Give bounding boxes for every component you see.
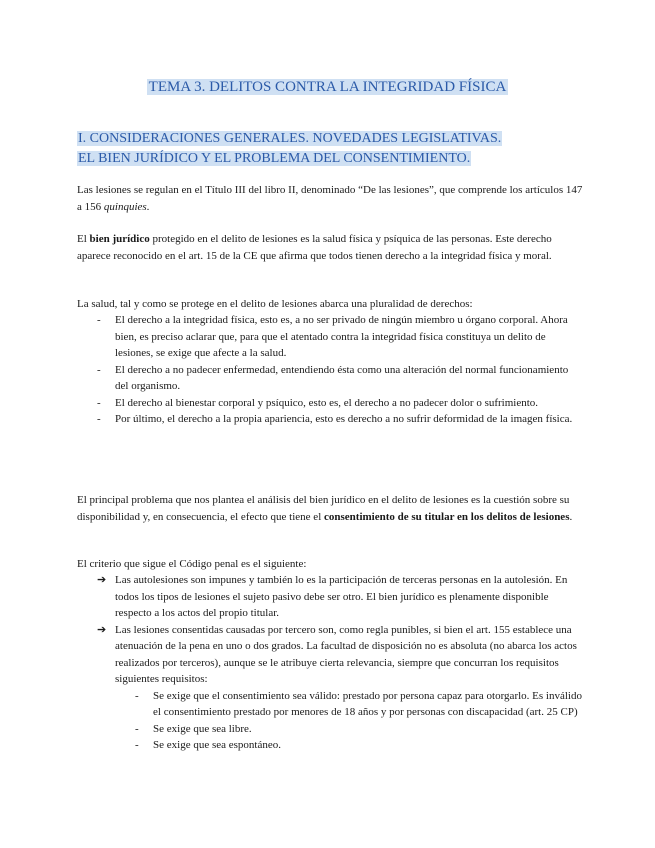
requirements-list xyxy=(77,688,583,754)
paragraph-problema-disponibilidad: El principal problema que nos plantea el análisis del bien jurídico en el delito de lesiones es la cuestión sobre su disponibilidad y, en consecuencia, el efecto que tiene el consentimiento de su titular en los delitos de lesiones. xyxy=(77,494,573,523)
criteria-list xyxy=(77,572,583,754)
list-item: - Se exige que el consentimiento sea válido: prestado por persona capaz para otorgarlo. Es inválido el consentimiento prestado por menores de 18 años y por personas con discapacidad (art. 25 CP) xyxy=(115,688,583,721)
paragraph-salud-derechos: La salud, tal y como se protege en el delito de lesiones abarca una pluralidad de derechos: xyxy=(77,298,473,310)
paragraph-criterio: El criterio que sigue el Código penal es el siguiente: xyxy=(77,558,307,570)
section-heading-line-1: I. CONSIDERACIONES GENERALES. NOVEDADES LEGISLATIVAS. xyxy=(78,131,502,146)
list-item: ➔ Las lesiones consentidas causadas por tercero son, como regla punibles, si bien el art. 155 establece una atenuación de la pena en uno o dos grados. La facultad de disposición no es absoluta (no abarca los actos realizados por terceros), aunque se le atribuye cierta relevancia, siempre que concurran los requisitos siguientes requisitos: - Se exige que el consentimiento sea válido: prestado por persona capaz para otorgarlo. Es inválido el consentimiento prestado por menores de 18 años y por personas con discapacidad (art. 25 CP) - Se exige que sea libre. - Se exige que sea espontáneo. xyxy=(77,622,583,754)
paragraph-bien-juridico: El bien jurídico protegido en el delito de lesiones es la salud física y psíquica de las personas. Este derecho aparece reconocido en el art. 15 de la CE que afirma que todos tienen derecho a la integridad física y moral. xyxy=(77,233,552,262)
paragraph-lesiones-regulation: Las lesiones se regulan en el Título III del libro II, denominado “De las lesiones”, que comprende los artículos 147 a 156 quinquies. xyxy=(77,184,583,213)
list-item: - El derecho a no padecer enfermedad, entendiendo ésta como una alteración del normal funcionamiento del organismo. xyxy=(77,362,583,395)
document-title: TEMA 3. DELITOS CONTRA LA INTEGRIDAD FÍSICA xyxy=(148,79,507,95)
arrow-bullet-icon: ➔ xyxy=(97,623,107,636)
list-item: - Se exige que sea espontáneo. xyxy=(115,737,583,754)
rights-list xyxy=(77,312,583,428)
list-item: ➔ Las autolesiones son impunes y también lo es la participación de terceras personas en la autolesión. En todos los tipos de lesiones el sujeto pasivo debe ser otro. El bien jurídico es plenamente disponible respecto a los actos del propio titular. xyxy=(97,574,568,619)
list-item: - Se exige que sea libre. xyxy=(115,721,583,738)
list-item: - El derecho al bienestar corporal y psíquico, esto es, el derecho a no padecer dolor o sufrimiento. xyxy=(77,395,583,412)
arrow-bullet-icon: ➔ xyxy=(97,574,107,586)
list-item: - El derecho a la integridad física, esto es, a no ser privado de ningún miembro u órgano corporal. Ahora bien, es preciso aclarar que, para que el atentado contra la integridad física constituya un delito de lesiones, se exige que afecte a la salud. xyxy=(77,312,583,362)
list-item: - Por último, el derecho a la propia apariencia, esto es derecho a no sufrir deformidad de la imagen física. xyxy=(77,411,583,428)
section-heading xyxy=(77,129,502,169)
section-heading-line-2: EL BIEN JURÍDICO Y EL PROBLEMA DEL CONSENTIMIENTO. xyxy=(78,151,471,166)
